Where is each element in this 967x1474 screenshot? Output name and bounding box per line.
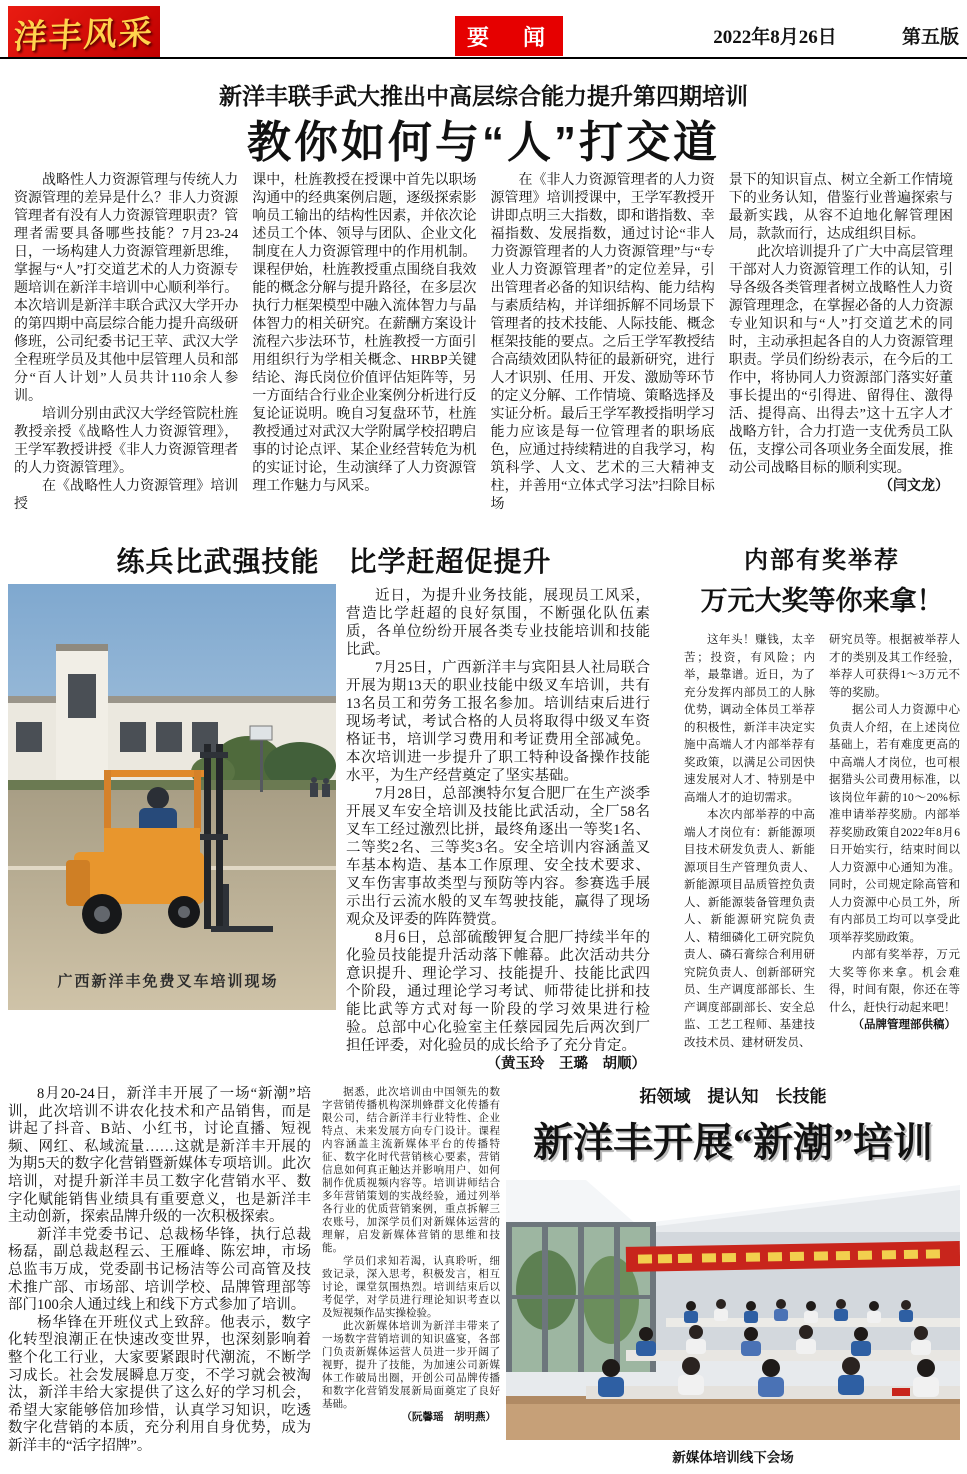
main-article-col2 bbox=[252, 172, 476, 528]
section-label-box bbox=[455, 16, 563, 56]
paragraph: 研究员等。根据被举荐人才的类别及其工作经验，举荐人可获得1～3万元不等的奖励。 bbox=[829, 634, 960, 699]
xinchao-article-col-mid bbox=[322, 1086, 500, 1424]
paragraph: 杨华锋在开班仪式上致辞。他表示，数字化转型浪潮正在快速改变世界，也深刻影响着整个化工行业，大家要紧跟时代潮流，不断学习成长。社会发展瞬息万变，不学习就会被淘汰，新洋丰给大家提供了这么好的学习机会，希望大家能够倍加珍惜，认真学习知识，吃透数字化营销的本质，充分利用自身优势，成为新洋丰的“活字招牌”。 bbox=[8, 1314, 311, 1454]
main-article-byline: （闫文龙） bbox=[879, 479, 949, 494]
paragraph: 8月20-24日，新洋丰开展了一场“新潮”培训，此次培训不讲农化技术和产品销售，而是讲起了抖音、B站、小红书，讨论直播、短视频、网红、私域流量……这就是新洋丰开展的为期5天的数字化营销暨新媒体专项培训。此次培训，对提升新洋丰员工数字化营销水平、数字化赋能销售业绩具有重要意义，也是新洋丰主动创新，探索品牌升级的一次积极探索。 bbox=[8, 1086, 311, 1226]
newmedia-training-photo bbox=[506, 1180, 960, 1440]
xinchao-article-col-left bbox=[8, 1086, 311, 1455]
paragraph: 内部有奖举荐，万元大奖等你来拿。机会难得，时间有限，你还在等什么，赶快行动起来吧！ bbox=[829, 949, 960, 1014]
reward-article-col-left bbox=[684, 632, 815, 1052]
paragraph: 7月28日，总部澳特尔复合肥厂在生产淡季开展叉车安全培训及技能比武活动，全厂58名叉车工经过激烈比拼，最终角逐出一等奖1名、二等奖2名、三等奖3名。安全培训内容涵盖叉车基本构造、基本工作原理、安全技术要求、叉车伤害事故类型与预防等内容。参赛选手展示出行云流水般的叉车驾驶技能，赢得了现场观众及评委的阵阵赞赏。 bbox=[346, 786, 650, 928]
forklift-training-photo bbox=[8, 584, 336, 1010]
paragraph: 据公司人力资源中心负责人介绍，在上述岗位基础上，若有难度更高的中高端人才岗位，也可根据猎头公司费用标准，以该岗位年薪的10～20%标准申请举荐奖励。内部举荐奖励政策自2022年8月6日开始实行，结束时间以人力资源中心通知为准。同时，公司规定除高管和人力资源中心员工外，所有内部员工均可以享受此项举荐奖励政策。 bbox=[829, 704, 960, 944]
reward-article-col-right bbox=[829, 632, 960, 1052]
section-label: 要 闻 bbox=[466, 24, 551, 50]
paragraph: 7月25日，广西新洋丰与宾阳县人社局联合开展为期13天的职业技能中级叉车培训，共有13名员工和劳务工报名参加。培训结束后进行现场考试，考试合格的人员将取得中级叉车资格证书，培训学习费用和考证费用全部减免。本次培训进一步提升了职工特种设备操作技能水平，为生产经营奠定了坚实基础。 bbox=[346, 660, 650, 784]
xinchao-article-head bbox=[506, 1082, 960, 1466]
paragraph: 这年头！赚钱，太辛苦；投资，有风险；内举，最靠谱。近日，为了充分发挥内部员工的人脉优势，调动全体员工举荐的积极性，新洋丰决定实施中高端人才内部举荐有奖政策，以满足公司因快速发展对人才、特别是中高端人才的迫切需求。 bbox=[684, 634, 815, 804]
main-article-kicker: 新洋丰联手武大推出中高层综合能力提升第四期培训 bbox=[219, 83, 748, 109]
main-article-body bbox=[14, 172, 953, 528]
paragraph: 培训分别由武汉大学经管院杜旌教授亲授《战略性人力资源管理》，王学军教授讲授《非人力资源管理者的人力资源管理》。 bbox=[14, 407, 239, 476]
reward-article-byline: （品牌管理部供稿） bbox=[852, 1019, 956, 1031]
main-article-col3 bbox=[491, 172, 715, 528]
main-article-title: 教你如何与“人”打交道 bbox=[247, 118, 720, 167]
reward-article-body bbox=[684, 632, 960, 1052]
page-number: 第五版 bbox=[901, 27, 959, 48]
reward-article-title-line1: 内部有奖举荐 bbox=[744, 548, 900, 574]
xinchao-article-title: 新洋丰开展“新潮”培训 bbox=[533, 1120, 933, 1165]
paragraph: 学员们求知若渴，认真聆听，细致记录，深入思考，积极发言，相互讨论，课堂氛围热烈。培训结束后以考促学，对学员进行理论知识考查以及短视频作品实操检验。 bbox=[322, 1256, 500, 1319]
newmedia-photo-caption: 新媒体培训线下会场 bbox=[672, 1450, 794, 1465]
paragraph: 8月6日，总部硫酸钾复合肥厂持续半年的化验员技能提升活动落下帷幕。此次活动共分意识提升、理论学习、技能提升、技能比武四个阶段，通过理论学习考试、师带徒比拼和技能比武等方式对每一阶段的学习效果进行检验。总部中心化验室主任蔡园园先后两次到厂担任评委，对化验员的成长给予了充分肯定。 bbox=[346, 930, 650, 1054]
masthead-rule bbox=[0, 57, 967, 59]
main-article-col1 bbox=[14, 172, 238, 528]
paragraph: 据悉，此次培训由中国领先的数字营销传播机构深圳蜂群文化传播有限公司，结合新洋丰行业特性、企业特点、未来发展方向专门设计。课程内容涵盖主流新媒体平台的传播特征、数字化时代营销核心要素，营销信息如何真正触达并影响用户、如何制作优质视频内容等。培训讲师结合多年营销策划的实战经验，通过列举各行业的优质营销案例，重点拆解三农账号，加深学员们对新媒体运营的理解，启发新媒体营销的思维和技能。 bbox=[322, 1087, 500, 1254]
skills-article-body bbox=[346, 587, 650, 1073]
xinchao-article-kicker: 拓领域 提认知 长技能 bbox=[639, 1087, 827, 1106]
paragraph: 本次内部举荐的中高端人才岗位有：新能源项目技术研发负责人、新能源项目生产管理负责人、新能源项目品质管控负责人、新能源装备管理负责人、新能源研究院负责人、精细磷化工研究院负责人、磷石膏综合利用研究院负责人、创新部研究员、生产调度部部长、生产调度部副部长、安全总监、工艺工程师、基建技改技术员、建材研发员、 bbox=[684, 809, 815, 1049]
forklift-photo-caption: 广西新洋丰免费叉车培训现场 bbox=[57, 974, 279, 990]
skills-article-title: 练兵比武强技能 比学赶超促提升 bbox=[116, 547, 552, 578]
issue-date: 2022年8月26日 bbox=[713, 27, 837, 48]
reward-article bbox=[684, 540, 960, 1052]
paragraph: 战略性人力资源管理与传统人力资源管理的差异是什么？非人力资源管理者有没有人力资源管理职责？管理者需要具备哪些技能？7月23-24日，一场构建人力资源管理新思维，掌握与“人”打交道艺术的人力资源专题培训在新洋丰培训中心顺利举行。本次培训是新洋丰联合武汉大学开办的第四期中高层综合能力提升高级研修班，公司纪委书记王苹、武汉大学全程班学员及其他中层管理人员和部分“百人计划”人员共计110余人参训。 bbox=[14, 173, 239, 404]
paragraph: 在《战略性人力资源管理》培训授 bbox=[14, 479, 239, 512]
masthead-logo-text: 洋丰风采 bbox=[12, 15, 156, 56]
paragraph: 景下的知识盲点、树立全新工作情境下的业务认知，借鉴行业普遍探索与最新实践，从容不迫地化解管理困局，款款而行，达成组织目标。 bbox=[728, 173, 953, 242]
paragraph: 近日，为提升业务技能，展现员工风采，营造比学赶超的良好氛围，不断强化队伍素质，各单位纷纷开展各类专业技能培训和技能比武。 bbox=[346, 588, 650, 658]
forklift-photo-illustration bbox=[8, 584, 336, 1010]
paragraph: 课中，杜旌教授在授课中首先以职场沟通中的经典案例启题，逐级探索影响员工输出的结构性因素，并依次论述员工个体、领导与团队、企业文化制度在人力资源管理中的作用机制。课程伊始，杜旌教授重点围绕自我效能的概念分解与提升路径，在多层次执行力框架模型中融入流体智力与晶体智力的相关研究。在薪酬方案设计流程六步法环节，杜旌教授一方面引用组织行为学相关概念、HRBP关键结论、海氏岗位价值评估矩阵等，另一方面结合行业企业案例分析进行反复论证说明。晚自习复盘环节，杜旌教授通过对武汉大学附属学校招聘启事的讨论点评、某企业经营转危为机的实证讨论，生动演绎了人力资源管理工作魅力与风采。 bbox=[252, 173, 477, 494]
xinchao-article-byline: （阮馨瑶 胡明燕） bbox=[401, 1412, 496, 1423]
paragraph: 此次新媒体培训为新洋丰带来了一场数字营销培训的知识盛宴，各部门负责新媒体运营人员进一步开阔了视野，提升了技能，为加速公司新媒体工作破局出圈，开创公司品牌传播和数字化营销发展新局面奠定了良好基础。 bbox=[322, 1321, 500, 1410]
paragraph: 在《非人力资源管理者的人力资源管理》培训授课中，王学军教授开讲即点明三大指数，即和谐指数、幸福指数、发展指数，通过讨论“非人力资源管理者的人力资源管理”与“专业人力资源管理者”的定位差异，引出管理者必备的知识结构、能力结构与素质结构，并详细拆解不同场景下管理者的技术技能、人际技能、概念框架技能的要点。之后王学军教授结合高绩效团队特征的最新研究，进行人才识别、任用、开发、激励等环节的定义分解、工作情境、策略选择及实证分析。最后王学军教授指明学习能力应该是每一位管理者的职场底色，应通过持续精进的自我学习，构筑科学、人文、艺术的三大精神支柱，并善用“立体式学习法”扫除目标场 bbox=[490, 173, 715, 512]
paragraph: 此次培训提升了广大中高层管理干部对人力资源管理工作的认知，引导各级各类管理者树立战略性人力资源管理理念，在掌握必备的人力资源专业知识和与“人”打交道艺术的同时，主动承担起各自的人力资源管理职责。学员们纷纷表示，在今后的工作中，将协同人力资源部门落实好董事长提出的“引得进、留得住、激得活、提得高、出得去”这十五字人才战略方针，合力打造一支优秀员工队伍，支撑公司各项业务全面发展，推动公司战略目标的顺利实现。 bbox=[728, 245, 953, 476]
reward-article-title-line2: 万元大奖等你来拿！ bbox=[700, 586, 944, 616]
paragraph: 新洋丰党委书记、总裁杨华锋，执行总裁杨磊，副总裁赵程云、王雁峰、陈宏坤，市场总监韦万成，党委副书记杨洁等公司高管及技术推广部、市场部、培训学校、品牌管理部等部门100余人通过线上和线下方式参加了培训。 bbox=[8, 1226, 311, 1314]
main-article-col4 bbox=[729, 172, 953, 528]
skills-article-byline: （黄玉玲 王璐 胡顺） bbox=[486, 1056, 646, 1072]
masthead-logo bbox=[8, 6, 160, 58]
classroom-photo-illustration bbox=[506, 1180, 960, 1440]
